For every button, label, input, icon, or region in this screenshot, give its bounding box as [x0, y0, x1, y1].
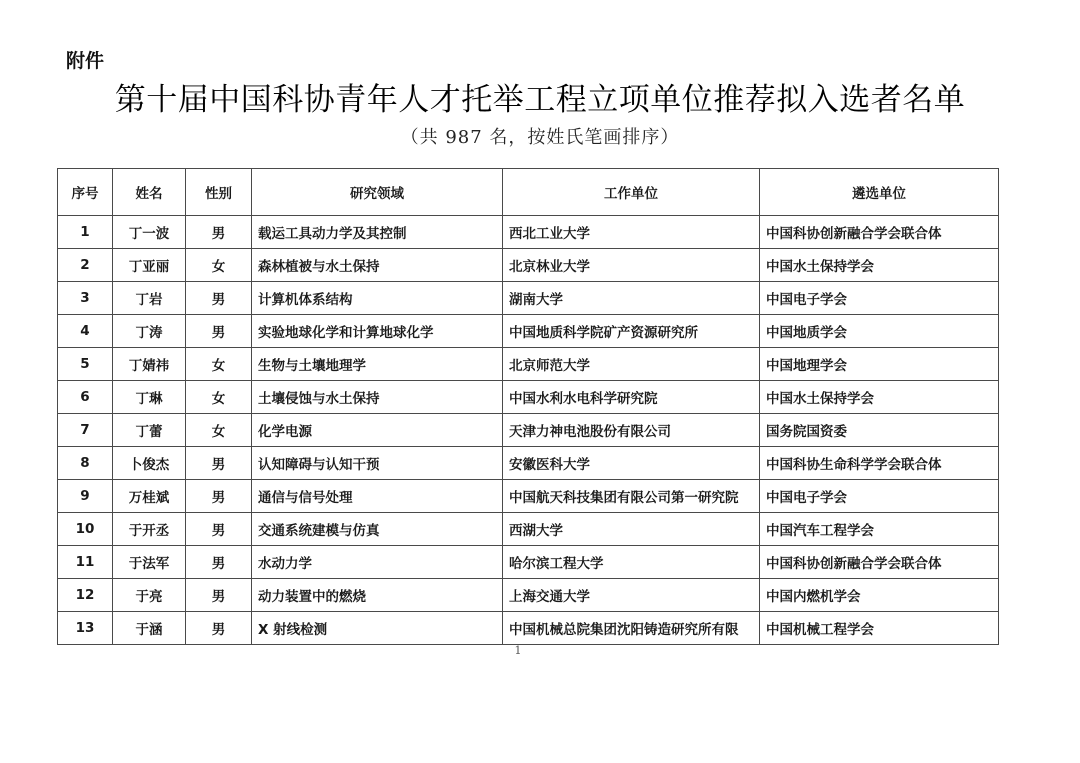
cell-gender: 男 [186, 612, 252, 645]
cell-research-field: 水动力学 [252, 546, 503, 579]
cell-work-unit: 西北工业大学 [503, 216, 760, 249]
header-name: 姓名 [113, 169, 186, 216]
table-row [58, 579, 999, 612]
cell-gender: 女 [186, 414, 252, 447]
cell-gender: 男 [186, 546, 252, 579]
table-row [58, 381, 999, 414]
cell-work-unit: 湖南大学 [503, 282, 760, 315]
table-row [58, 348, 999, 381]
cell-research-field: 生物与土壤地理学 [252, 348, 503, 381]
cell-gender: 男 [186, 480, 252, 513]
cell-gender: 男 [186, 216, 252, 249]
cell-work-unit: 中国地质科学院矿产资源研究所 [503, 315, 760, 348]
header-index: 序号 [58, 169, 113, 216]
cell-selection-unit: 中国科协创新融合学会联合体 [760, 216, 999, 249]
cell-index: 7 [58, 414, 113, 447]
cell-work-unit: 哈尔滨工程大学 [503, 546, 760, 579]
cell-research-field: 动力装置中的燃烧 [252, 579, 503, 612]
table-row [58, 249, 999, 282]
table-row [58, 480, 999, 513]
cell-index: 3 [58, 282, 113, 315]
cell-name: 丁一波 [113, 216, 186, 249]
cell-research-field: X 射线检测 [252, 612, 503, 645]
table-row [58, 546, 999, 579]
table-row [58, 513, 999, 546]
cell-selection-unit: 中国科协生命科学学会联合体 [760, 447, 999, 480]
cell-selection-unit: 中国机械工程学会 [760, 612, 999, 645]
cell-index: 6 [58, 381, 113, 414]
attachment-label: 附件 [66, 50, 105, 72]
cell-research-field: 认知障碍与认知干预 [252, 447, 503, 480]
cell-name: 于开丞 [113, 513, 186, 546]
cell-work-unit: 北京师范大学 [503, 348, 760, 381]
cell-index: 11 [58, 546, 113, 579]
cell-work-unit: 中国机械总院集团沈阳铸造研究所有限 [503, 612, 760, 645]
cell-name: 丁涛 [113, 315, 186, 348]
cell-research-field: 化学电源 [252, 414, 503, 447]
table-row [58, 216, 999, 249]
document-subtitle: （共 987 名，按姓氏笔画排序） [400, 127, 680, 148]
cell-research-field: 载运工具动力学及其控制 [252, 216, 503, 249]
cell-name: 丁婧祎 [113, 348, 186, 381]
cell-index: 12 [58, 579, 113, 612]
cell-name: 丁岩 [113, 282, 186, 315]
cell-gender: 女 [186, 348, 252, 381]
cell-gender: 女 [186, 381, 252, 414]
cell-gender: 男 [186, 579, 252, 612]
cell-name: 万桂斌 [113, 480, 186, 513]
cell-index: 10 [58, 513, 113, 546]
table-row [58, 282, 999, 315]
cell-research-field: 森林植被与水土保持 [252, 249, 503, 282]
cell-selection-unit: 中国地质学会 [760, 315, 999, 348]
cell-selection-unit: 中国电子学会 [760, 282, 999, 315]
cell-work-unit: 天津力神电池股份有限公司 [503, 414, 760, 447]
table-header-row [58, 169, 999, 216]
cell-research-field: 计算机体系结构 [252, 282, 503, 315]
table-row [58, 447, 999, 480]
header-selection-unit: 遴选单位 [760, 169, 999, 216]
cell-gender: 男 [186, 447, 252, 480]
cell-gender: 男 [186, 513, 252, 546]
cell-index: 9 [58, 480, 113, 513]
cell-work-unit: 安徽医科大学 [503, 447, 760, 480]
cell-index: 4 [58, 315, 113, 348]
cell-name: 于涵 [113, 612, 186, 645]
cell-name: 丁琳 [113, 381, 186, 414]
cell-gender: 女 [186, 249, 252, 282]
header-work-unit: 工作单位 [503, 169, 760, 216]
cell-index: 1 [58, 216, 113, 249]
cell-name: 于亮 [113, 579, 186, 612]
cell-work-unit: 北京林业大学 [503, 249, 760, 282]
cell-selection-unit: 中国科协创新融合学会联合体 [760, 546, 999, 579]
table-body [58, 216, 999, 645]
cell-research-field: 通信与信号处理 [252, 480, 503, 513]
cell-research-field: 交通系统建模与仿真 [252, 513, 503, 546]
cell-gender: 男 [186, 315, 252, 348]
cell-research-field: 实验地球化学和计算地球化学 [252, 315, 503, 348]
cell-index: 5 [58, 348, 113, 381]
header-gender: 性别 [186, 169, 252, 216]
cell-index: 8 [58, 447, 113, 480]
cell-name: 卜俊杰 [113, 447, 186, 480]
table-row [58, 414, 999, 447]
cell-name: 丁亚丽 [113, 249, 186, 282]
cell-work-unit: 中国航天科技集团有限公司第一研究院 [503, 480, 760, 513]
cell-selection-unit: 中国水土保持学会 [760, 249, 999, 282]
cell-selection-unit: 国务院国资委 [760, 414, 999, 447]
header-research-field: 研究领域 [252, 169, 503, 216]
cell-name: 丁蕾 [113, 414, 186, 447]
cell-index: 2 [58, 249, 113, 282]
cell-selection-unit: 中国内燃机学会 [760, 579, 999, 612]
candidate-table [57, 168, 999, 645]
cell-work-unit: 中国水利水电科学研究院 [503, 381, 760, 414]
cell-selection-unit: 中国汽车工程学会 [760, 513, 999, 546]
document-title: 第十届中国科协青年人才托举工程立项单位推荐拟入选者名单 [114, 82, 966, 118]
page-number: 1 [514, 644, 522, 657]
cell-selection-unit: 中国水土保持学会 [760, 381, 999, 414]
table-row [58, 612, 999, 645]
table-row [58, 315, 999, 348]
cell-name: 于法军 [113, 546, 186, 579]
cell-work-unit: 西湖大学 [503, 513, 760, 546]
cell-selection-unit: 中国地理学会 [760, 348, 999, 381]
cell-research-field: 土壤侵蚀与水土保持 [252, 381, 503, 414]
cell-index: 13 [58, 612, 113, 645]
cell-selection-unit: 中国电子学会 [760, 480, 999, 513]
cell-gender: 男 [186, 282, 252, 315]
cell-work-unit: 上海交通大学 [503, 579, 760, 612]
